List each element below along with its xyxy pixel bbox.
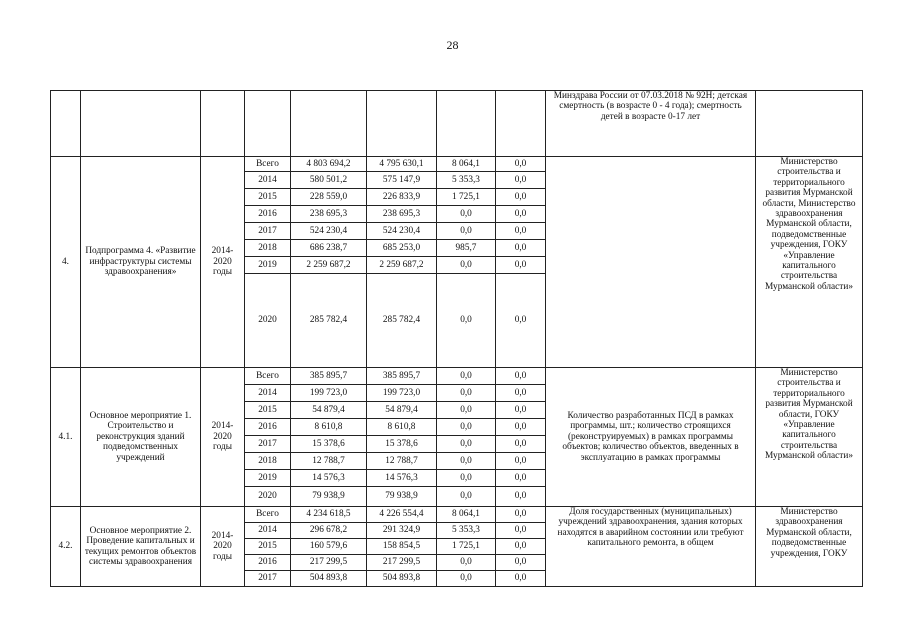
year-cell: 2014 bbox=[245, 523, 291, 539]
other-cell: 0,0 bbox=[496, 240, 546, 257]
year-cell: 2015 bbox=[245, 539, 291, 555]
year-cell: 2019 bbox=[245, 257, 291, 274]
year-cell: 2014 bbox=[245, 172, 291, 189]
other-cell: 0,0 bbox=[496, 189, 546, 206]
year-cell: Всего bbox=[245, 368, 291, 385]
page-number: 28 bbox=[446, 38, 459, 52]
federal-cell: 0,0 bbox=[437, 453, 496, 470]
executor-cell: Министерство строительства и территориального развития Мурманской области, Министерство здравоохранения Мурманской области, подведомственные учреждения, ГОКУ «Управление капитального строительства Мурманской области» bbox=[756, 157, 863, 368]
total-cell: 296 678,2 bbox=[291, 523, 367, 539]
num-cell: 4. bbox=[51, 157, 81, 368]
period-cell bbox=[201, 91, 245, 157]
other-cell: 0,0 bbox=[496, 539, 546, 555]
other-cell: 0,0 bbox=[496, 487, 546, 507]
year-cell: 2018 bbox=[245, 453, 291, 470]
federal-cell: 5 353,3 bbox=[437, 523, 496, 539]
other-cell: 0,0 bbox=[496, 571, 546, 587]
name-cell bbox=[81, 91, 201, 157]
name-cell: Основное мероприятие 1. Строительство и реконструкция зданий подведомственных учреждений bbox=[81, 368, 201, 507]
regional-cell: 685 253,0 bbox=[367, 240, 437, 257]
num-cell: 4.2. bbox=[51, 507, 81, 587]
other-cell: 0,0 bbox=[496, 274, 546, 368]
federal-cell: 1 725,1 bbox=[437, 189, 496, 206]
table-row bbox=[51, 157, 863, 172]
executor-cell bbox=[756, 91, 863, 157]
year-cell: 2017 bbox=[245, 436, 291, 453]
other-cell: 0,0 bbox=[496, 470, 546, 487]
total-cell: 14 576,3 bbox=[291, 470, 367, 487]
federal-cell: 0,0 bbox=[437, 274, 496, 368]
total-cell: 285 782,4 bbox=[291, 274, 367, 368]
total-cell: 385 895,7 bbox=[291, 368, 367, 385]
program-table bbox=[50, 90, 863, 587]
regional-cell: 4 795 630,1 bbox=[367, 157, 437, 172]
federal-cell: 985,7 bbox=[437, 240, 496, 257]
year-cell: 2020 bbox=[245, 274, 291, 368]
regional-cell: 12 788,7 bbox=[367, 453, 437, 470]
total-cell: 54 879,4 bbox=[291, 402, 367, 419]
federal-cell: 0,0 bbox=[437, 368, 496, 385]
year-cell: 2015 bbox=[245, 189, 291, 206]
year-cell: 2016 bbox=[245, 555, 291, 571]
federal-cell: 8 064,1 bbox=[437, 507, 496, 523]
total-cell: 686 238,7 bbox=[291, 240, 367, 257]
federal-cell: 0,0 bbox=[437, 206, 496, 223]
year-cell: 2016 bbox=[245, 206, 291, 223]
regional-cell: 524 230,4 bbox=[367, 223, 437, 240]
indicator-cell: Количество разработанных ПСД в рамках программы, шт.; количество строящихся (реконструируемых) в рамках программы объектов; количество объектов, введенных в эксплуатацию в рамках программы bbox=[546, 368, 756, 507]
name-cell: Подпрограмма 4. «Развитие инфраструктуры системы здравоохранения» bbox=[81, 157, 201, 368]
total-cell: 238 695,3 bbox=[291, 206, 367, 223]
total-cell: 199 723,0 bbox=[291, 385, 367, 402]
regional-cell: 504 893,8 bbox=[367, 571, 437, 587]
other-cell: 0,0 bbox=[496, 206, 546, 223]
total-cell: 8 610,8 bbox=[291, 419, 367, 436]
period-cell: 2014-2020 годы bbox=[201, 157, 245, 368]
federal-cell: 0,0 bbox=[437, 419, 496, 436]
other-cell: 0,0 bbox=[496, 172, 546, 189]
period-cell: 2014-2020 годы bbox=[201, 507, 245, 587]
other-cell: 0,0 bbox=[496, 157, 546, 172]
total-cell: 79 938,9 bbox=[291, 487, 367, 507]
total-cell: 12 788,7 bbox=[291, 453, 367, 470]
regional-cell: 291 324,9 bbox=[367, 523, 437, 539]
total-cell: 4 803 694,2 bbox=[291, 157, 367, 172]
total-cell bbox=[291, 91, 367, 157]
year-cell: Всего bbox=[245, 157, 291, 172]
total-cell: 217 299,5 bbox=[291, 555, 367, 571]
regional-cell: 226 833,9 bbox=[367, 189, 437, 206]
year-cell: Всего bbox=[245, 507, 291, 523]
federal-cell: 0,0 bbox=[437, 385, 496, 402]
table-row bbox=[51, 368, 863, 385]
other-cell bbox=[496, 91, 546, 157]
year-cell: 2014 bbox=[245, 385, 291, 402]
federal-cell: 0,0 bbox=[437, 402, 496, 419]
federal-cell: 0,0 bbox=[437, 223, 496, 240]
indicator-cell: Минздрава России от 07.03.2018 № 92Н; детская смертность (в возрасте 0 - 4 года); смертность детей в возрасте 0-17 лет bbox=[546, 91, 756, 157]
other-cell: 0,0 bbox=[496, 223, 546, 240]
federal-cell: 0,0 bbox=[437, 571, 496, 587]
regional-cell: 575 147,9 bbox=[367, 172, 437, 189]
total-cell: 15 378,6 bbox=[291, 436, 367, 453]
year-cell: 2017 bbox=[245, 571, 291, 587]
year-cell: 2016 bbox=[245, 419, 291, 436]
regional-cell: 285 782,4 bbox=[367, 274, 437, 368]
regional-cell: 15 378,6 bbox=[367, 436, 437, 453]
regional-cell: 79 938,9 bbox=[367, 487, 437, 507]
regional-cell: 8 610,8 bbox=[367, 419, 437, 436]
other-cell: 0,0 bbox=[496, 453, 546, 470]
table-row bbox=[51, 507, 863, 523]
indicator-cell: Доля государственных (муниципальных) учреждений здравоохранения, здания которых находятся в аварийном состоянии или требуют капитального ремонта, в общем bbox=[546, 507, 756, 587]
name-cell: Основное мероприятие 2. Проведение капитальных и текущих ремонтов объектов системы здравоохранения bbox=[81, 507, 201, 587]
executor-cell: Министерство здравоохранения Мурманской области, подведомственные учреждения, ГОКУ bbox=[756, 507, 863, 587]
year-cell: 2020 bbox=[245, 487, 291, 507]
federal-cell bbox=[437, 91, 496, 157]
other-cell: 0,0 bbox=[496, 555, 546, 571]
regional-cell: 4 226 554,4 bbox=[367, 507, 437, 523]
regional-cell: 385 895,7 bbox=[367, 368, 437, 385]
regional-cell: 158 854,5 bbox=[367, 539, 437, 555]
total-cell: 580 501,2 bbox=[291, 172, 367, 189]
federal-cell: 8 064,1 bbox=[437, 157, 496, 172]
table-row bbox=[51, 91, 863, 157]
other-cell: 0,0 bbox=[496, 507, 546, 523]
year-cell: 2019 bbox=[245, 470, 291, 487]
total-cell: 160 579,6 bbox=[291, 539, 367, 555]
regional-cell bbox=[367, 91, 437, 157]
total-cell: 524 230,4 bbox=[291, 223, 367, 240]
other-cell: 0,0 bbox=[496, 402, 546, 419]
year-cell bbox=[245, 91, 291, 157]
federal-cell: 0,0 bbox=[437, 487, 496, 507]
regional-cell: 2 259 687,2 bbox=[367, 257, 437, 274]
executor-cell: Министерство строительства и территориального развития Мурманской области, ГОКУ «Управление капитального строительства Мурманской области» bbox=[756, 368, 863, 507]
other-cell: 0,0 bbox=[496, 385, 546, 402]
indicator-cell bbox=[546, 157, 756, 368]
total-cell: 2 259 687,2 bbox=[291, 257, 367, 274]
year-cell: 2017 bbox=[245, 223, 291, 240]
other-cell: 0,0 bbox=[496, 523, 546, 539]
regional-cell: 14 576,3 bbox=[367, 470, 437, 487]
regional-cell: 238 695,3 bbox=[367, 206, 437, 223]
year-cell: 2015 bbox=[245, 402, 291, 419]
num-cell: 4.1. bbox=[51, 368, 81, 507]
federal-cell: 1 725,1 bbox=[437, 539, 496, 555]
other-cell: 0,0 bbox=[496, 419, 546, 436]
other-cell: 0,0 bbox=[496, 257, 546, 274]
year-cell: 2018 bbox=[245, 240, 291, 257]
regional-cell: 199 723,0 bbox=[367, 385, 437, 402]
regional-cell: 54 879,4 bbox=[367, 402, 437, 419]
total-cell: 228 559,0 bbox=[291, 189, 367, 206]
federal-cell: 0,0 bbox=[437, 436, 496, 453]
period-cell: 2014-2020 годы bbox=[201, 368, 245, 507]
federal-cell: 0,0 bbox=[437, 470, 496, 487]
other-cell: 0,0 bbox=[496, 368, 546, 385]
federal-cell: 0,0 bbox=[437, 555, 496, 571]
total-cell: 4 234 618,5 bbox=[291, 507, 367, 523]
total-cell: 504 893,8 bbox=[291, 571, 367, 587]
regional-cell: 217 299,5 bbox=[367, 555, 437, 571]
num-cell bbox=[51, 91, 81, 157]
federal-cell: 5 353,3 bbox=[437, 172, 496, 189]
other-cell: 0,0 bbox=[496, 436, 546, 453]
federal-cell: 0,0 bbox=[437, 257, 496, 274]
